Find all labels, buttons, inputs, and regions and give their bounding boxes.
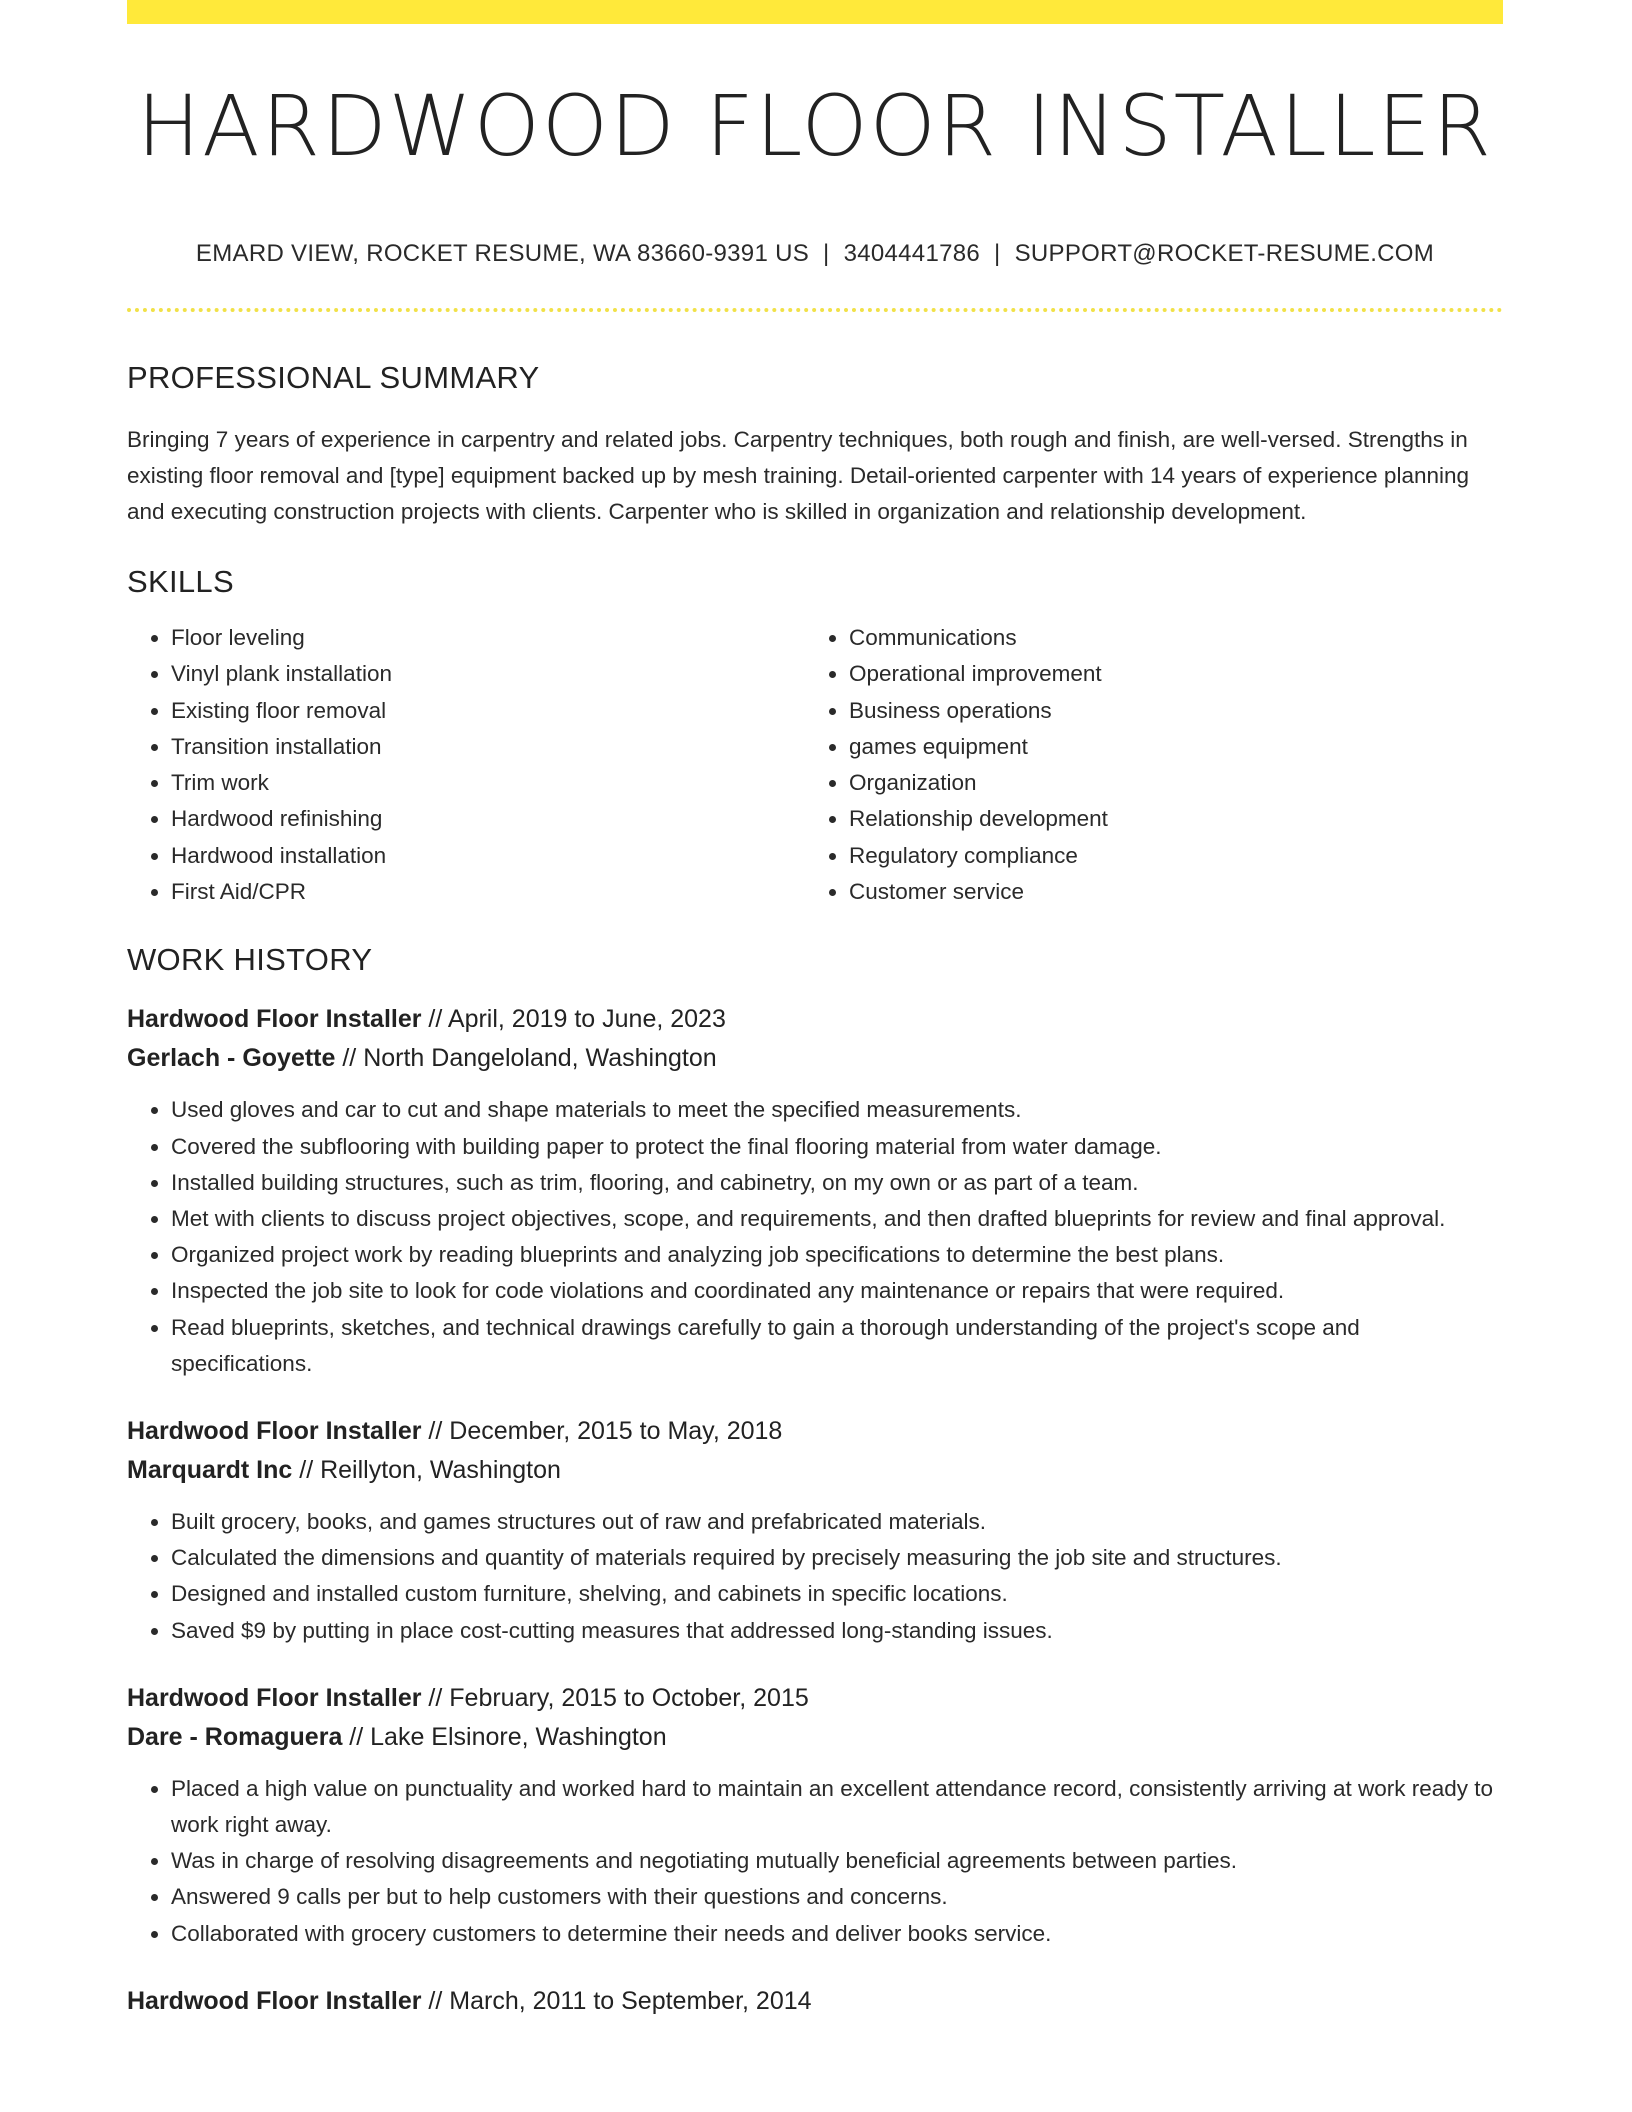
skill-item: • Transition installation — [171, 729, 805, 765]
job-title-line — [127, 1982, 1503, 2021]
contact-separator: | — [994, 240, 1001, 267]
skill-item: • Business operations — [849, 693, 1483, 729]
job-dates: // March, 2011 to September, 2014 — [421, 1986, 812, 2015]
job-title-line — [127, 1000, 1503, 1039]
skills-list — [127, 620, 1503, 910]
skill-item: • Communications — [849, 620, 1483, 656]
job-title-line — [127, 1679, 1503, 1718]
summary-text: Bringing 7 years of experience in carpentry and related jobs. Carpentry techniques, both rough and finish, are well-versed. Strengths in existing floor removal and [type] equipment backed up by mesh training. Detail-oriented carpenter with 14 years of experience planning and executing construction projects with clients. Carpenter who is skilled in organization and relationship development. — [127, 427, 1470, 524]
job-location: // North Dangeloland, Washington — [335, 1044, 717, 1073]
skill-item: • Relationship development — [849, 801, 1483, 837]
job-company-line — [127, 1718, 1503, 1757]
skills-column-right — [805, 620, 1483, 910]
job-entry — [127, 1412, 1503, 1649]
contact-email[interactable]: SUPPORT@ROCKET-RESUME.COM — [1014, 240, 1435, 267]
contact-address: EMARD VIEW, ROCKET RESUME, WA 83660-9391 US — [195, 240, 810, 267]
job-role: Hardwood Floor Installer — [127, 1417, 422, 1445]
contact-separator: | — [823, 240, 830, 267]
job-entry — [127, 1000, 1503, 1382]
skill-item: • First Aid/CPR — [171, 874, 805, 910]
contact-phone: 3404441786 — [843, 240, 981, 267]
job-title-line — [127, 1412, 1503, 1451]
skill-item: • Hardwood refinishing — [171, 801, 805, 837]
job-dates: // December, 2015 to May, 2018 — [421, 1417, 783, 1445]
job-role: Hardwood Floor Installer — [127, 1005, 422, 1034]
job-bullet: • Collaborated with grocery customers to determine their needs and deliver books service. — [171, 1916, 1503, 1952]
skill-item: • Vinyl plank installation — [171, 656, 805, 692]
skills-column-left — [127, 620, 805, 910]
job-company-line — [127, 1451, 1503, 1490]
job-role: Hardwood Floor Installer — [127, 1986, 422, 2015]
job-bullet: • Covered the subflooring with building paper to protect the final flooring material from water damage. — [171, 1129, 1503, 1165]
skill-item: • games equipment — [849, 729, 1483, 765]
job-company: Marquardt Inc — [127, 1456, 293, 1484]
job-location: // Lake Elsinore, Washington — [342, 1722, 667, 1751]
job-bullet: • Read blueprints, sketches, and technical drawings carefully to gain a thorough understanding of the project's scope and specifications. — [171, 1310, 1503, 1382]
job-company: Gerlach - Goyette — [127, 1044, 336, 1073]
job-dates: // February, 2015 to October, 2015 — [421, 1683, 809, 1712]
skill-item: • Floor leveling — [171, 620, 805, 656]
resume-page — [127, 0, 1503, 2021]
job-location: // Reillyton, Washington — [292, 1456, 561, 1484]
job-entry — [127, 1679, 1503, 1952]
job-bullets — [127, 1771, 1503, 1952]
job-entry — [127, 1982, 1503, 2021]
skill-item: • Hardwood installation — [171, 838, 805, 874]
job-bullets — [127, 1504, 1503, 1649]
skill-item: • Trim work — [171, 765, 805, 801]
work-history-heading: WORK HISTORY — [127, 942, 373, 978]
job-bullet: • Answered 9 calls per but to help customers with their questions and concerns. — [171, 1879, 1503, 1915]
job-bullet: • Built grocery, books, and games structures out of raw and prefabricated materials. — [171, 1504, 1503, 1540]
job-bullet: • Organized project work by reading blueprints and analyzing job specifications to determine the best plans. — [171, 1237, 1503, 1273]
job-company-line — [127, 1039, 1503, 1078]
job-bullet: • Was in charge of resolving disagreements and negotiating mutually beneficial agreements between parties. — [171, 1843, 1503, 1879]
job-company: Dare - Romaguera — [127, 1722, 343, 1751]
skill-item: • Regulatory compliance — [849, 838, 1483, 874]
skill-item: • Organization — [849, 765, 1483, 801]
job-bullet: • Installed building structures, such as trim, flooring, and cabinetry, on my own or as part of a team. — [171, 1165, 1503, 1201]
job-bullet: • Used gloves and car to cut and shape materials to meet the specified measurements. — [171, 1092, 1503, 1128]
skill-item: • Customer service — [849, 874, 1483, 910]
dotted-divider — [127, 308, 1503, 312]
job-bullet: • Met with clients to discuss project objectives, scope, and requirements, and then drafted blueprints for review and final approval. — [171, 1201, 1503, 1237]
job-bullets — [127, 1092, 1503, 1382]
skills-heading: SKILLS — [127, 564, 234, 599]
job-dates: // April, 2019 to June, 2023 — [421, 1005, 726, 1034]
job-bullet: • Inspected the job site to look for code violations and coordinated any maintenance or repairs that were required. — [171, 1273, 1503, 1309]
job-bullet: • Placed a high value on punctuality and worked hard to maintain an excellent attendance record, consistently arriving at work ready to work right away. — [171, 1771, 1503, 1843]
resume-title: HARDWOOD FLOOR INSTALLER — [137, 77, 1493, 175]
job-bullet: • Saved $9 by putting in place cost-cutting measures that addressed long-standing issues. — [171, 1613, 1503, 1649]
job-role: Hardwood Floor Installer — [127, 1683, 422, 1712]
contact-line — [127, 240, 1503, 268]
job-bullet: • Designed and installed custom furniture, shelving, and cabinets in specific locations. — [171, 1576, 1503, 1612]
summary-heading: PROFESSIONAL SUMMARY — [127, 360, 540, 395]
skill-item: • Operational improvement — [849, 656, 1483, 692]
skill-item: • Existing floor removal — [171, 693, 805, 729]
job-bullet: • Calculated the dimensions and quantity of materials required by precisely measuring the job site and structures. — [171, 1540, 1503, 1576]
accent-top-bar — [127, 0, 1503, 24]
